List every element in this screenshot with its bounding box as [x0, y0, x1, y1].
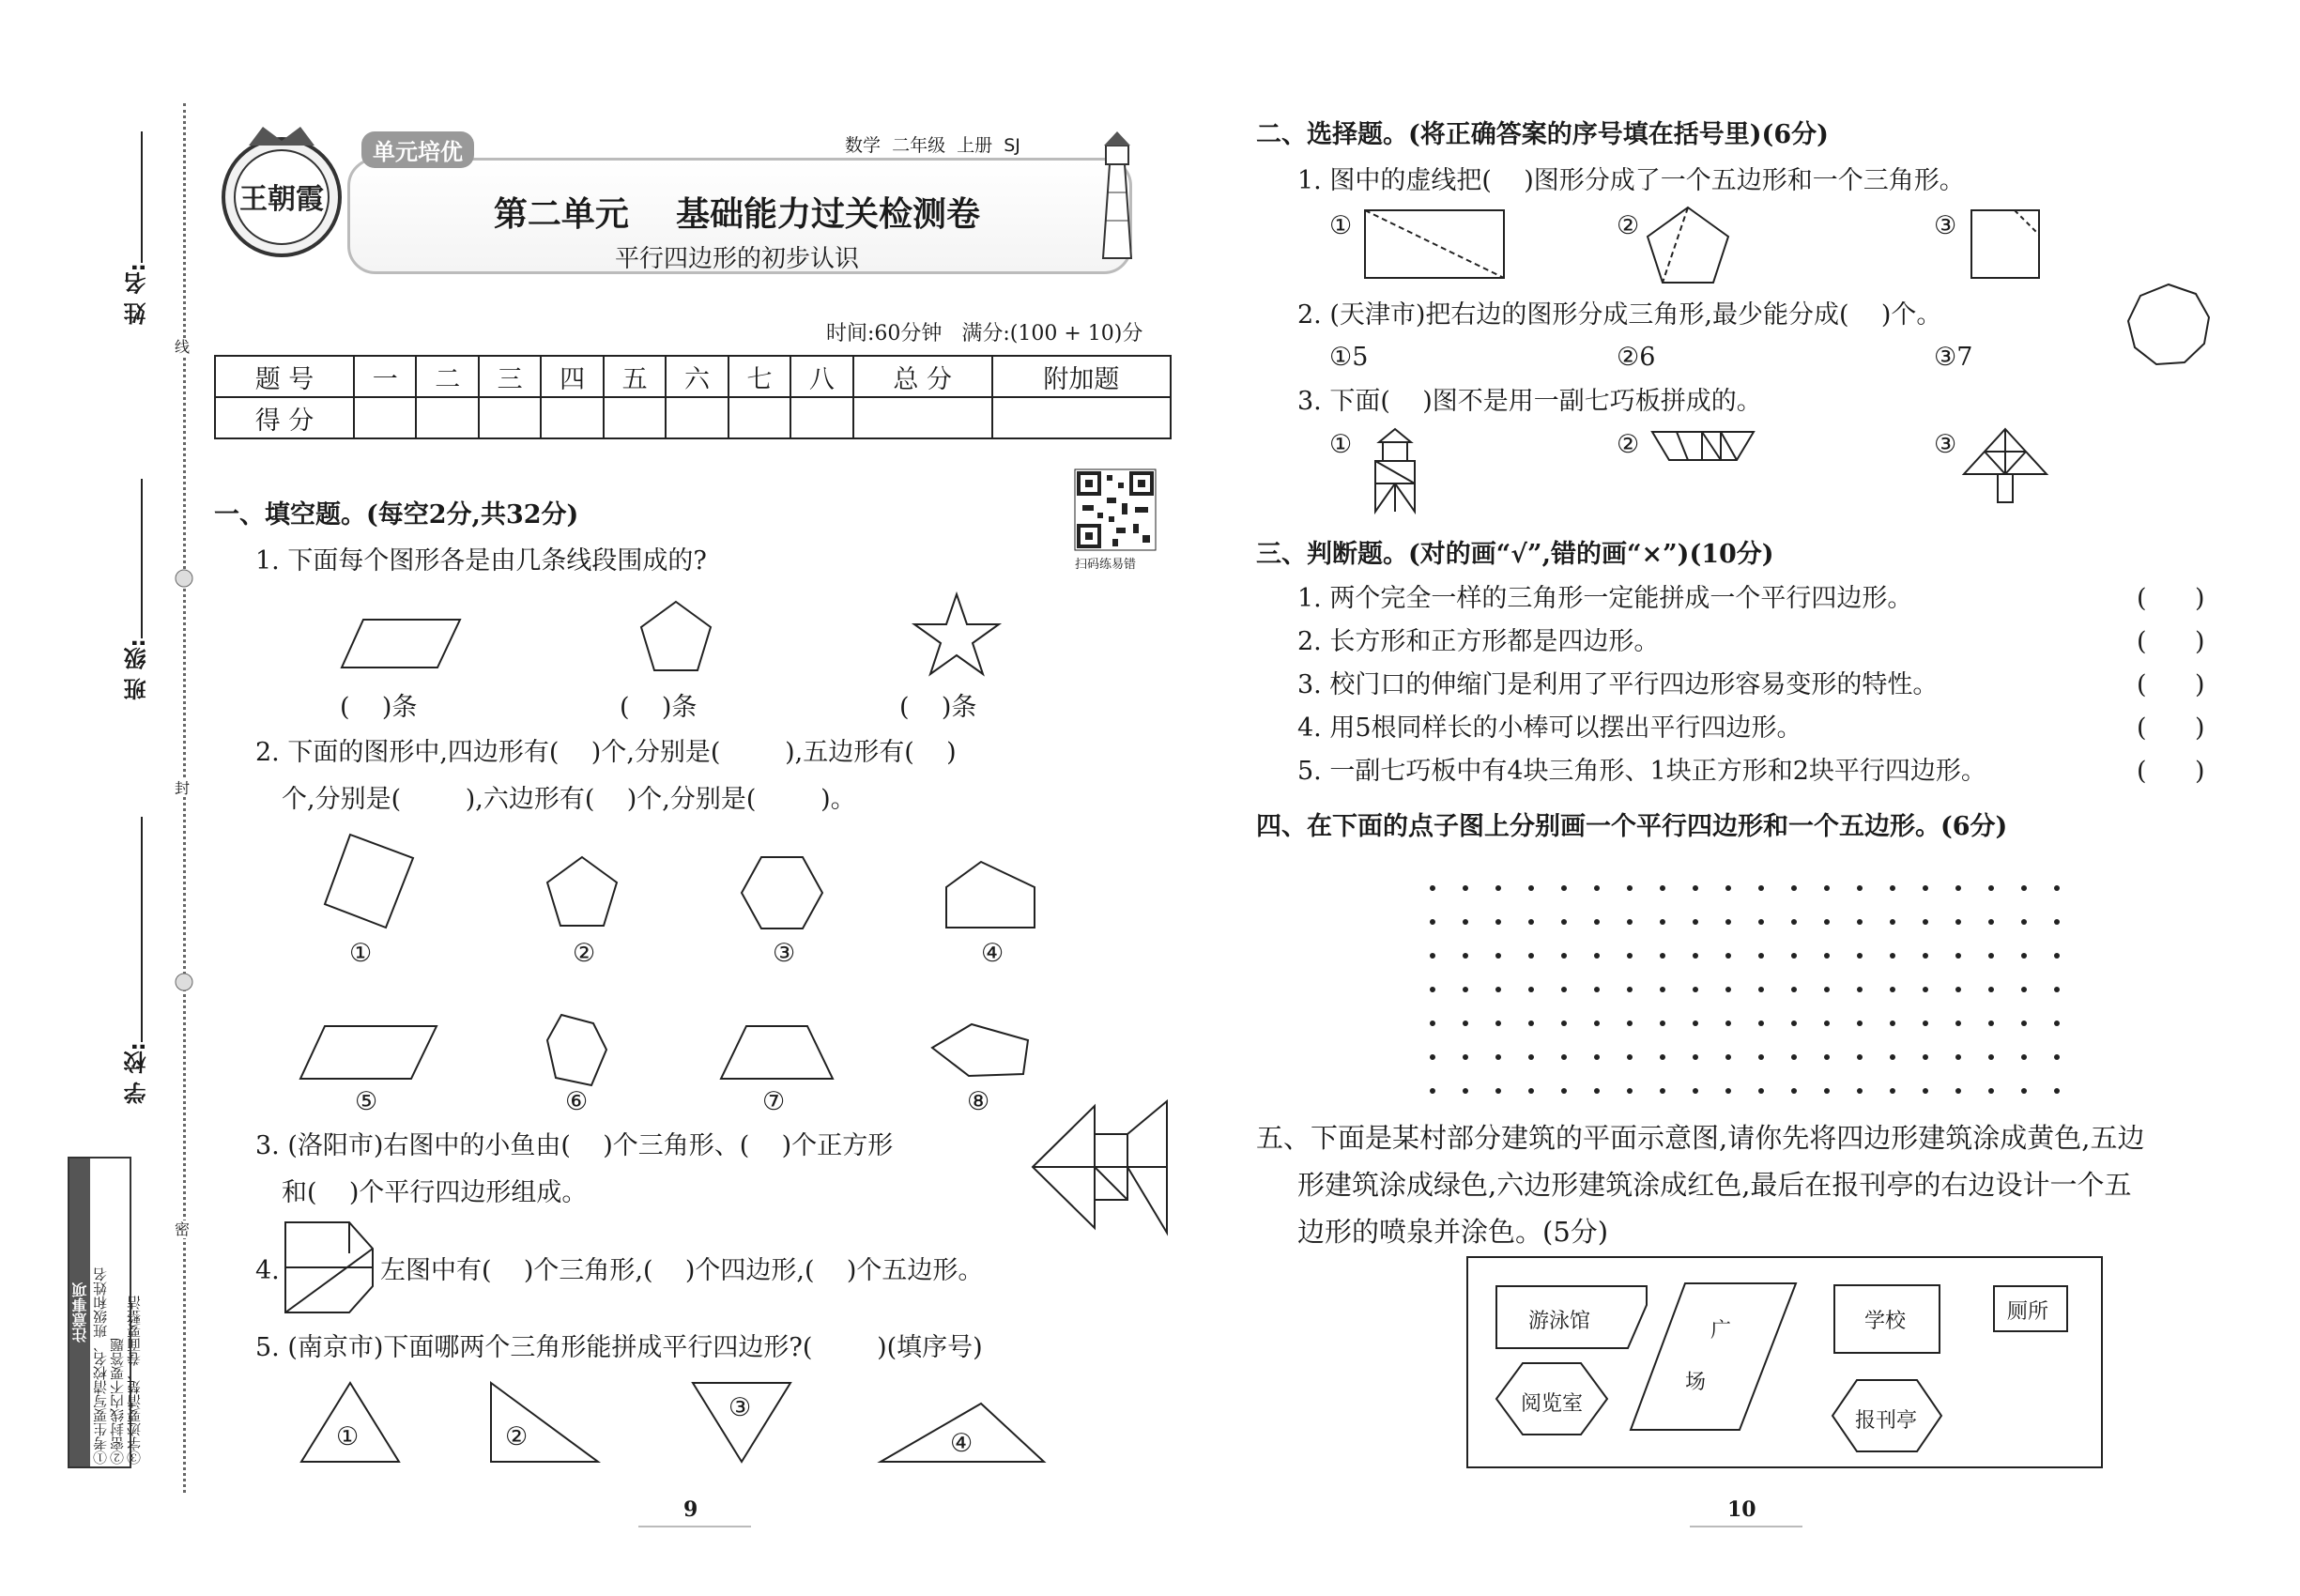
s3-item: 2. 长方形和正方形都是四边形。 — [1297, 627, 1660, 656]
subject-meta: 数学 二年级 上册 SJ — [845, 135, 1020, 156]
grid-dot[interactable] — [1923, 953, 1928, 959]
grid-dot[interactable] — [1923, 1088, 1928, 1094]
grid-dot[interactable] — [2021, 919, 2027, 925]
grid-dot[interactable] — [1890, 1021, 1895, 1026]
grid-dot[interactable] — [1824, 1021, 1830, 1026]
table-cell: 总 分 — [853, 356, 992, 397]
grid-dot[interactable] — [1988, 1021, 1994, 1026]
s5-line1: 五、下面是某村部分建筑的平面示意图,请你先将四边形建筑涂成黄色,五边 — [1256, 1122, 2145, 1154]
grid-dot[interactable] — [1988, 885, 1994, 891]
page-title: 第二单元 基础能力过关检测卷 — [493, 194, 981, 234]
s1-q5-label: ③ — [728, 1393, 752, 1422]
note-item: ①考生要写清校名、班级和姓名 — [92, 1267, 109, 1465]
s1-q4-text: 左图中有( )个三角形,( )个四边形,( )个五边形。 — [380, 1256, 984, 1285]
s1-q5-label: ④ — [950, 1429, 974, 1458]
s1-q3-line1: 3. (洛阳市)右图中的小鱼由( )个三角形、( )个正方形 — [255, 1131, 894, 1160]
grid-dot[interactable] — [1857, 987, 1863, 992]
plaza-building[interactable] — [1629, 1281, 1798, 1432]
binding-dashed-line — [183, 103, 186, 1493]
parallelogram-shape — [340, 618, 462, 669]
notes-box — [68, 1157, 143, 1468]
page-subtitle: 平行四边形的初步认识 — [614, 245, 859, 273]
score-table-header-row — [215, 356, 1171, 397]
grid-dot[interactable] — [1758, 1088, 1764, 1094]
grid-dot[interactable] — [1693, 919, 1698, 925]
s1-q2-label: ⑥ — [565, 1087, 589, 1116]
grid-dot[interactable] — [1495, 953, 1501, 959]
grid-dot[interactable] — [1528, 885, 1534, 891]
notes-title: 注意事项 — [69, 1159, 90, 1466]
school-line — [141, 817, 143, 1042]
s2-q1-option: ③ — [1934, 211, 1957, 240]
grid-dot[interactable] — [1955, 987, 1961, 992]
grid-dot[interactable] — [1463, 919, 1468, 925]
grid-dot[interactable] — [1791, 885, 1797, 891]
grid-dot[interactable] — [1725, 987, 1731, 992]
notes-list — [90, 1159, 145, 1466]
grid-dot[interactable] — [1627, 1088, 1633, 1094]
grid-dot[interactable] — [1594, 987, 1600, 992]
score-cell[interactable] — [416, 397, 478, 438]
grid-dot[interactable] — [1857, 919, 1863, 925]
table-cell: 七 — [728, 356, 790, 397]
binding-hole-icon — [174, 972, 194, 992]
s1-q2-label: ④ — [981, 939, 1004, 968]
grid-dot[interactable] — [1791, 1088, 1797, 1094]
grid-dot[interactable] — [1561, 1054, 1567, 1060]
grid-dot[interactable] — [1857, 1054, 1863, 1060]
grid-dot[interactable] — [1923, 1054, 1928, 1060]
table-cell: 四 — [541, 356, 603, 397]
grid-dot[interactable] — [2021, 1088, 2027, 1094]
name-line — [141, 131, 143, 263]
score-table — [214, 355, 1172, 439]
grid-dot[interactable] — [1857, 953, 1863, 959]
time-info: 时间:60分钟 满分:(100 + 10)分 — [826, 322, 1143, 345]
grid-dot[interactable] — [1594, 953, 1600, 959]
grid-dot[interactable] — [1955, 1021, 1961, 1026]
q4-composite-figure — [284, 1220, 377, 1314]
grid-dot[interactable] — [1758, 953, 1764, 959]
s1-q1-blank[interactable]: ( )条 — [899, 693, 977, 722]
s1-q5-label: ① — [336, 1422, 360, 1451]
grid-dot[interactable] — [1725, 1088, 1731, 1094]
grid-dot[interactable] — [1430, 919, 1435, 925]
grid-dot[interactable] — [1791, 987, 1797, 992]
grid-dot[interactable] — [1923, 885, 1928, 891]
grid-dot[interactable] — [1693, 1054, 1698, 1060]
grid-dot[interactable] — [1890, 987, 1895, 992]
grid-dot[interactable] — [1955, 1088, 1961, 1094]
grid-dot[interactable] — [1824, 1088, 1830, 1094]
grid-dot[interactable] — [1463, 885, 1468, 891]
s1-q2-label: ① — [349, 939, 373, 968]
grid-dot[interactable] — [1890, 885, 1895, 891]
pentagon-shape — [544, 854, 620, 929]
s1-q5-label: ② — [505, 1422, 529, 1451]
grid-dot[interactable] — [1791, 1021, 1797, 1026]
s1-q1: 1. 下面每个图形各是由几条线段围成的? — [255, 546, 707, 575]
qr-caption: 扫码练易错 — [1075, 558, 1137, 572]
s2-q3: 3. 下面( )图不是用一副七巧板拼成的。 — [1297, 387, 1762, 416]
section3-title: 三、判断题。(对的画“√”,错的画“×”)(10分) — [1256, 540, 1774, 569]
grid-dot[interactable] — [1725, 885, 1731, 891]
grid-dot[interactable] — [1430, 987, 1435, 992]
grid-dot[interactable] — [1988, 919, 1994, 925]
square-with-dashed-corner-shape — [1970, 208, 2041, 280]
building-label: 阅览室 — [1521, 1392, 1584, 1416]
grid-dot[interactable] — [1594, 919, 1600, 925]
tangram-fish-shape — [1031, 1097, 1172, 1237]
grid-dot[interactable] — [1890, 1054, 1895, 1060]
s3-answer-box[interactable]: ( ) — [2137, 627, 2205, 656]
star-shape — [912, 591, 1001, 678]
grid-dot[interactable] — [1758, 1021, 1764, 1026]
grid-dot[interactable] — [1857, 1021, 1863, 1026]
rectangle-with-diagonal-shape — [1363, 208, 1506, 280]
grid-dot[interactable] — [1528, 1088, 1534, 1094]
grid-dot[interactable] — [1561, 885, 1567, 891]
grid-dot[interactable] — [1495, 1021, 1501, 1026]
grid-dot[interactable] — [2054, 1054, 2060, 1060]
table-cell: 二 — [416, 356, 478, 397]
grid-dot[interactable] — [1693, 1088, 1698, 1094]
s2-q3-option: ③ — [1934, 430, 1957, 459]
grid-dot[interactable] — [1561, 1088, 1567, 1094]
house-pentagon-shape — [943, 859, 1037, 930]
grid-dot[interactable] — [1627, 1054, 1633, 1060]
grid-dot[interactable] — [1627, 987, 1633, 992]
grid-dot[interactable] — [1627, 953, 1633, 959]
grid-dot[interactable] — [1758, 919, 1764, 925]
s2-q2-option: ①5 — [1329, 343, 1369, 372]
score-cell[interactable] — [666, 397, 728, 438]
s3-item: 1. 两个完全一样的三角形一定能拼成一个平行四边形。 — [1297, 584, 1913, 613]
octagon-shape — [2125, 282, 2212, 368]
page-number-ornament — [1690, 1526, 1802, 1527]
irregular-hexagon-shape — [544, 1012, 610, 1089]
s1-q1-blank[interactable]: ( )条 — [340, 693, 418, 722]
score-cell[interactable] — [354, 397, 416, 438]
grid-dot[interactable] — [1725, 1054, 1731, 1060]
s3-answer-box[interactable]: ( ) — [2137, 757, 2205, 786]
page-number-left: 9 — [683, 1497, 698, 1522]
s1-q2-label: ② — [573, 939, 596, 968]
grid-dot[interactable] — [1791, 953, 1797, 959]
grid-dot[interactable] — [1627, 885, 1633, 891]
grid-dot[interactable] — [1594, 1088, 1600, 1094]
grid-dot[interactable] — [2054, 885, 2060, 891]
grid-dot[interactable] — [1660, 1088, 1665, 1094]
grid-dot[interactable] — [1594, 1021, 1600, 1026]
grid-dot[interactable] — [1528, 919, 1534, 925]
grid-dot[interactable] — [1561, 987, 1567, 992]
s1-q2-line2: 个,分别是( ),六边形有( )个,分别是( )。 — [282, 785, 856, 814]
s5-line2: 形建筑涂成绿色,六边形建筑涂成红色,最后在报刊亭的右边设计一个五 — [1297, 1169, 2132, 1201]
table-cell: 题 号 — [215, 356, 354, 397]
page-number-ornament — [638, 1526, 751, 1527]
s2-q1-option: ① — [1329, 211, 1353, 240]
score-cell[interactable] — [541, 397, 603, 438]
table-cell: 五 — [604, 356, 666, 397]
s2-q1-option: ② — [1617, 211, 1640, 240]
irregular-pentagon-shape — [929, 1021, 1033, 1080]
fold-mark: 密 — [175, 1220, 191, 1238]
class-line — [141, 479, 143, 638]
s2-q3-option: ① — [1329, 430, 1353, 459]
grid-dot[interactable] — [1627, 1021, 1633, 1026]
table-cell: 得 分 — [215, 397, 354, 438]
grid-dot[interactable] — [1791, 919, 1797, 925]
grid-dot[interactable] — [1955, 953, 1961, 959]
grid-dot[interactable] — [1890, 1088, 1895, 1094]
table-cell: 八 — [790, 356, 852, 397]
pentagon-with-dashed-line-shape — [1645, 205, 1731, 285]
grid-dot[interactable] — [1561, 953, 1567, 959]
grid-dot[interactable] — [1463, 987, 1468, 992]
parallelogram-shape — [299, 1023, 439, 1082]
section1-title: 一、填空题。(每空2分,共32分) — [214, 500, 579, 529]
grid-dot[interactable] — [2054, 919, 2060, 925]
grid-dot[interactable] — [1495, 919, 1501, 925]
s3-answer-box[interactable]: ( ) — [2137, 714, 2205, 743]
s1-q2-label: ⑦ — [762, 1087, 786, 1116]
s5-line3: 边形的喷泉并涂色。(5分) — [1297, 1216, 1609, 1248]
section2-title: 二、选择题。(将正确答案的序号填在括号里)(6分) — [1256, 120, 1829, 149]
score-cell[interactable] — [992, 397, 1171, 438]
score-table-score-row — [215, 397, 1171, 438]
grid-dot[interactable] — [1923, 987, 1928, 992]
building-label: 广 — [1710, 1319, 1732, 1343]
grid-dot[interactable] — [1693, 987, 1698, 992]
grid-dot[interactable] — [1890, 953, 1895, 959]
grid-dot[interactable] — [1430, 1088, 1435, 1094]
s3-answer-box[interactable]: ( ) — [2137, 670, 2205, 699]
grid-dot[interactable] — [2021, 885, 2027, 891]
grid-dot[interactable] — [1594, 1054, 1600, 1060]
s1-q3-line2: 和( )个平行四边形组成。 — [282, 1178, 588, 1207]
grid-dot[interactable] — [1430, 885, 1435, 891]
qr-code-icon — [1075, 469, 1156, 550]
grid-dot[interactable] — [1857, 1088, 1863, 1094]
grid-dot[interactable] — [1988, 953, 1994, 959]
grid-dot[interactable] — [1495, 885, 1501, 891]
grid-dot[interactable] — [1758, 885, 1764, 891]
s1-q2-line1: 2. 下面的图形中,四边形有( )个,分别是( ),五边形有( ) — [255, 738, 957, 767]
grid-dot[interactable] — [1988, 987, 1994, 992]
grid-dot[interactable] — [1988, 1054, 1994, 1060]
tangram-figure-2 — [1650, 430, 1756, 462]
s1-q4-num: 4. — [255, 1256, 280, 1285]
section4-title: 四、在下面的点子图上分别画一个平行四边形和一个五边形。(6分) — [1256, 812, 2008, 841]
grid-dot[interactable] — [1594, 885, 1600, 891]
s3-item: 4. 用5根同样长的小棒可以摆出平行四边形。 — [1297, 714, 1802, 743]
dot-grid[interactable] — [1427, 882, 2084, 1098]
grid-dot[interactable] — [1430, 1054, 1435, 1060]
grid-dot[interactable] — [2021, 1021, 2027, 1026]
grid-dot[interactable] — [2021, 987, 2027, 992]
brand-badge: 单元培优 — [361, 131, 474, 168]
grid-dot[interactable] — [1660, 885, 1665, 891]
s2-q3-option: ② — [1617, 430, 1640, 459]
building-label: 学校 — [1864, 1310, 1907, 1333]
grid-dot[interactable] — [1463, 1088, 1468, 1094]
building-label: 厕所 — [2007, 1300, 2049, 1324]
s1-q2-label: ③ — [773, 939, 796, 968]
grid-dot[interactable] — [1660, 953, 1665, 959]
grid-dot[interactable] — [1561, 1021, 1567, 1026]
grid-dot[interactable] — [1463, 1054, 1468, 1060]
grid-dot[interactable] — [1627, 919, 1633, 925]
grid-dot[interactable] — [1495, 1088, 1501, 1094]
rotated-rectangle-shape — [322, 832, 416, 930]
grid-dot[interactable] — [2021, 1054, 2027, 1060]
s3-item: 3. 校门口的伸缩门是利用了平行四边形容易变形的特性。 — [1297, 670, 1939, 699]
grid-dot[interactable] — [1528, 1054, 1534, 1060]
grid-dot[interactable] — [1693, 953, 1698, 959]
s1-q2-label: ⑤ — [355, 1087, 378, 1116]
note-item: ③字迹要清楚、卷面要整洁 — [126, 1296, 143, 1465]
grid-dot[interactable] — [1890, 919, 1895, 925]
grid-dot[interactable] — [1660, 1021, 1665, 1026]
table-cell: 六 — [666, 356, 728, 397]
score-cell[interactable] — [479, 397, 541, 438]
s3-item: 5. 一副七巧板中有4块三角形、1块正方形和2块平行四边形。 — [1297, 757, 1986, 786]
trapezoid-shape — [718, 1023, 836, 1082]
class-label: 班 级: — [124, 638, 150, 700]
s3-answer-box[interactable]: ( ) — [2137, 584, 2205, 613]
grid-dot[interactable] — [1660, 987, 1665, 992]
grid-dot[interactable] — [1725, 953, 1731, 959]
grid-dot[interactable] — [1725, 1021, 1731, 1026]
page-number-right: 10 — [1727, 1497, 1756, 1522]
grid-dot[interactable] — [1824, 919, 1830, 925]
s1-q5: 5. (南京市)下面哪两个三角形能拼成平行四边形?( )(填序号) — [255, 1333, 983, 1362]
grid-dot[interactable] — [1955, 919, 1961, 925]
score-cell[interactable] — [790, 397, 852, 438]
s2-q1: 1. 图中的虚线把( )图形分成了一个五边形和一个三角形。 — [1297, 166, 1965, 195]
grid-dot[interactable] — [1923, 1021, 1928, 1026]
name-label: 姓 名: — [124, 263, 150, 325]
grid-dot[interactable] — [2054, 1021, 2060, 1026]
grid-dot[interactable] — [1430, 953, 1435, 959]
s2-q2-option: ③7 — [1934, 343, 1973, 372]
grid-dot[interactable] — [1955, 1054, 1961, 1060]
grid-dot[interactable] — [1824, 1054, 1830, 1060]
grid-dot[interactable] — [2054, 1088, 2060, 1094]
grid-dot[interactable] — [1528, 953, 1534, 959]
building-label: 场 — [1685, 1371, 1707, 1394]
grid-dot[interactable] — [1955, 885, 1961, 891]
note-item: ②密封线内不要答题 — [109, 1338, 126, 1465]
grid-dot[interactable] — [1430, 1021, 1435, 1026]
grid-dot[interactable] — [2054, 987, 2060, 992]
grid-dot[interactable] — [1561, 919, 1567, 925]
grid-dot[interactable] — [1463, 953, 1468, 959]
s2-q2: 2. (天津市)把右边的图形分成三角形,最少能分成( )个。 — [1297, 300, 1942, 330]
grid-dot[interactable] — [1791, 1054, 1797, 1060]
grid-dot[interactable] — [1824, 953, 1830, 959]
building-label: 报刊亭 — [1855, 1409, 1918, 1433]
s1-q1-blank[interactable]: ( )条 — [620, 693, 698, 722]
grid-dot[interactable] — [1824, 885, 1830, 891]
grid-dot[interactable] — [1988, 1088, 1994, 1094]
hexagon-shape — [740, 854, 824, 931]
score-cell[interactable] — [728, 397, 790, 438]
s1-q2-label: ⑧ — [967, 1087, 990, 1116]
grid-dot[interactable] — [1857, 885, 1863, 891]
grid-dot[interactable] — [1660, 1054, 1665, 1060]
score-cell[interactable] — [853, 397, 992, 438]
grid-dot[interactable] — [1693, 885, 1698, 891]
grid-dot[interactable] — [1758, 987, 1764, 992]
binding-hole-icon — [174, 568, 194, 589]
brand-logo-text: 王朝霞 — [239, 183, 324, 216]
s2-q2-option: ②6 — [1617, 343, 1656, 372]
grid-dot[interactable] — [1495, 987, 1501, 992]
fold-mark: 封 — [175, 779, 191, 797]
grid-dot[interactable] — [1495, 1054, 1501, 1060]
grid-dot[interactable] — [1463, 1021, 1468, 1026]
tangram-figure-1 — [1366, 427, 1424, 514]
grid-dot[interactable] — [1528, 987, 1534, 992]
tangram-figure-3 — [1962, 427, 2048, 504]
pentagon-shape — [638, 599, 713, 674]
grid-dot[interactable] — [1824, 987, 1830, 992]
grid-dot[interactable] — [1660, 919, 1665, 925]
grid-dot[interactable] — [1725, 919, 1731, 925]
grid-dot[interactable] — [2021, 953, 2027, 959]
building-label: 游泳馆 — [1528, 1310, 1591, 1333]
school-label: 学 校: — [124, 1042, 150, 1104]
grid-dot[interactable] — [2054, 953, 2060, 959]
table-cell: 三 — [479, 356, 541, 397]
fold-mark: 线 — [175, 338, 191, 356]
grid-dot[interactable] — [1693, 1021, 1698, 1026]
table-cell: 一 — [354, 356, 416, 397]
grid-dot[interactable] — [1758, 1054, 1764, 1060]
table-cell: 附加题 — [992, 356, 1171, 397]
brand-logo-icon — [211, 117, 352, 258]
grid-dot[interactable] — [1528, 1021, 1534, 1026]
score-cell[interactable] — [604, 397, 666, 438]
grid-dot[interactable] — [1923, 919, 1928, 925]
